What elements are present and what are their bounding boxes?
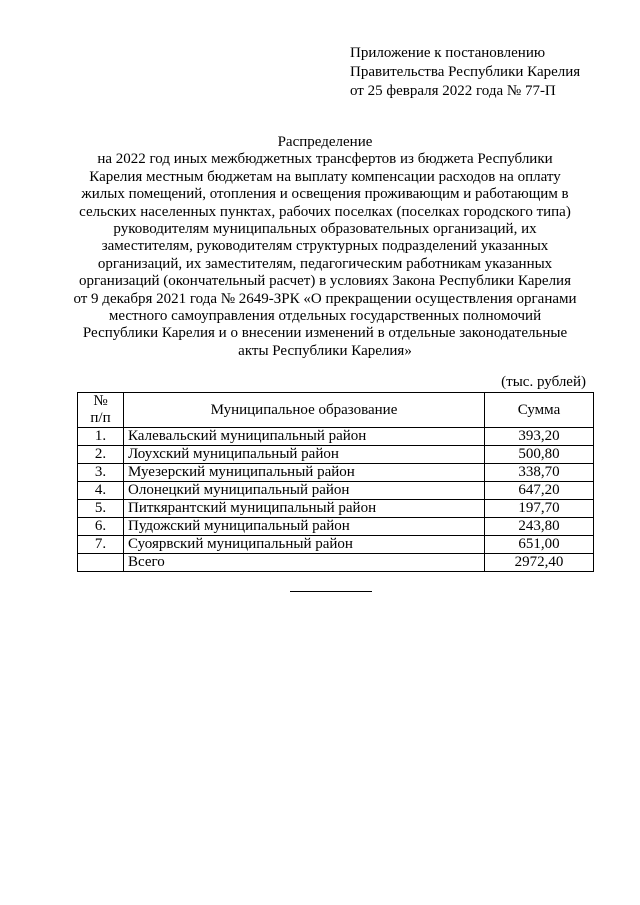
row-municipality: Питкярантский муниципальный район [124, 500, 485, 518]
row-number: 6. [78, 518, 124, 536]
title-line: организаций, их заместителям, педагогическим работникам указанных [97, 255, 553, 272]
row-municipality: Муезерский муниципальный район [124, 464, 485, 482]
document-title [60, 134, 590, 360]
row-sum: 338,70 [485, 464, 594, 482]
title-line: Республики Карелия и о внесении изменений в отдельные законодательные [82, 325, 568, 342]
row-number: 7. [78, 536, 124, 554]
total-row [78, 554, 594, 572]
total-number [78, 554, 124, 572]
header-number [78, 393, 124, 428]
row-sum: 243,80 [485, 518, 594, 536]
header-number-line1: № [93, 393, 108, 409]
row-municipality: Калевальский муниципальный район [124, 428, 485, 446]
row-municipality: Лоухский муниципальный район [124, 446, 485, 464]
table-row [78, 482, 594, 500]
appendix-line: Правительства Республики Карелия [350, 64, 581, 80]
appendix-line: Приложение к постановлению [350, 45, 546, 61]
row-number: 1. [78, 428, 124, 446]
table-row [78, 446, 594, 464]
row-municipality: Олонецкий муниципальный район [124, 482, 485, 500]
closing-divider [290, 591, 372, 592]
header-municipality: Муниципальное образование [124, 393, 485, 428]
distribution-table [77, 392, 594, 572]
table-row [78, 518, 594, 536]
total-sum: 2972,40 [485, 554, 594, 572]
title-line: сельских населенных пунктах, рабочих поселках (поселках городского типа) [79, 203, 571, 220]
row-municipality: Пудожский муниципальный район [124, 518, 485, 536]
table-row [78, 500, 594, 518]
total-label: Всего [124, 554, 485, 572]
table-row [78, 536, 594, 554]
title-line: заместителям, руководителям структурных подразделений указанных [101, 238, 549, 255]
title-line: жилых помещений, отопления и освещения проживающим и работающим в [81, 186, 569, 203]
title-line: организаций (окончательный расчет) в условиях Закона Республики Карелия [79, 273, 571, 290]
row-sum: 647,20 [485, 482, 594, 500]
row-sum: 651,00 [485, 536, 594, 554]
appendix-header [350, 44, 580, 101]
row-sum: 393,20 [485, 428, 594, 446]
header-number-line2: п/п [90, 410, 111, 426]
title-line: местного самоуправления отдельных государственных полномочий [108, 308, 542, 325]
row-sum: 197,70 [485, 500, 594, 518]
title-line: от 9 декабря 2021 года № 2649-ЗРК «О прекращении осуществления органами [73, 290, 577, 307]
title-line: Распределение [277, 134, 373, 150]
table-row [78, 464, 594, 482]
row-number: 3. [78, 464, 124, 482]
title-line: руководителям муниципальных образовательных организаций, их [113, 221, 537, 238]
row-number: 5. [78, 500, 124, 518]
appendix-line: от 25 февраля 2022 года № 77-П [350, 83, 556, 99]
title-line: Карелия местным бюджетам на выплату компенсации расходов на оплату [89, 168, 561, 185]
title-line: акты Республики Карелия» [238, 342, 412, 359]
title-line: на 2022 год иных межбюджетных трансфертов из бюджета Республики [97, 151, 553, 168]
table-header-row [78, 393, 594, 428]
header-sum: Сумма [485, 393, 594, 428]
row-number: 4. [78, 482, 124, 500]
row-municipality: Суоярвский муниципальный район [124, 536, 485, 554]
units-label: (тыс. рублей) [501, 374, 586, 390]
table-row [78, 428, 594, 446]
row-sum: 500,80 [485, 446, 594, 464]
row-number: 2. [78, 446, 124, 464]
